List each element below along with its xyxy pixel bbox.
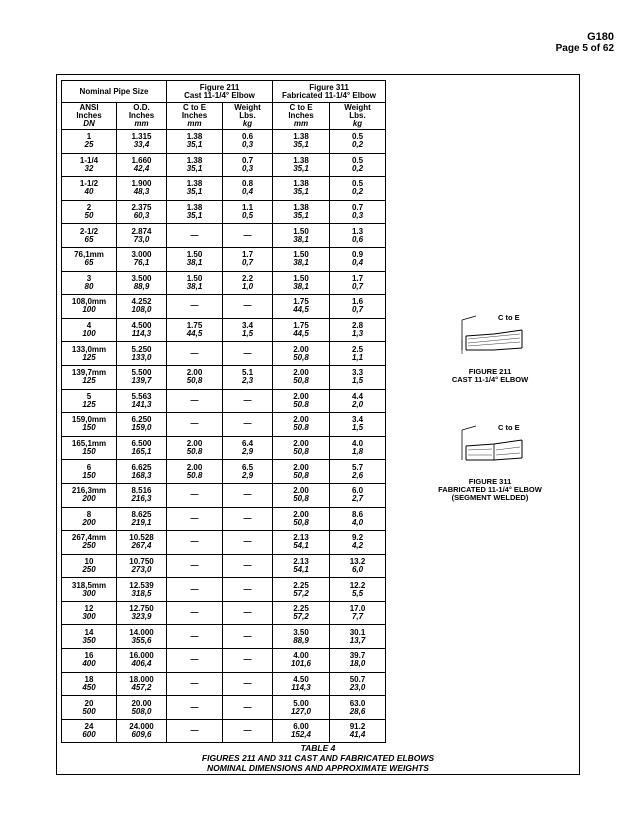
table-cell: 2.00 50.8 — [273, 413, 330, 437]
table-cell: — — [223, 531, 273, 555]
table-cell: 12 300 — [62, 601, 117, 625]
table-cell: 0.5 0,2 — [330, 130, 386, 154]
table-cell: 1.7 0,7 — [330, 271, 386, 295]
table-cell: 8.625 219,1 — [117, 507, 167, 531]
table-cell: 18 450 — [62, 672, 117, 696]
table-cell: 5 125 — [62, 389, 117, 413]
table-cell: — — [167, 554, 223, 578]
table-cell: 1-1/4 32 — [62, 153, 117, 177]
table-cell: — — [167, 507, 223, 531]
table-cell: 1.50 38,1 — [167, 271, 223, 295]
table-cell: 3.500 88,9 — [117, 271, 167, 295]
table-cell: 14.000 355,6 — [117, 625, 167, 649]
table-cell: — — [223, 342, 273, 366]
table-cell: 1.75 44,5 — [167, 318, 223, 342]
table-cell: 16 400 — [62, 649, 117, 673]
table-cell: 159,0mm 150 — [62, 413, 117, 437]
table-cell: — — [223, 719, 273, 743]
column-header: C to E Inches mm — [273, 103, 330, 130]
table-cell: 76,1mm 65 — [62, 247, 117, 271]
table-row — [62, 224, 386, 248]
table-cell: 3.50 88,9 — [273, 625, 330, 649]
table-cell: 6.5 2,9 — [223, 460, 273, 484]
table-row — [62, 318, 386, 342]
table-cell: 10.750 273,0 — [117, 554, 167, 578]
table-cell: 2.00 50,8 — [273, 342, 330, 366]
table-cell: 10 250 — [62, 554, 117, 578]
table-cell: 12.2 5,5 — [330, 578, 386, 602]
table-cell: 3.3 1,5 — [330, 365, 386, 389]
table-cell: 2.00 50,8 — [273, 365, 330, 389]
table-row — [62, 460, 386, 484]
table-cell: 0.5 0,2 — [330, 177, 386, 201]
table-cell: 8 200 — [62, 507, 117, 531]
table-cell: 9.2 4,2 — [330, 531, 386, 555]
table-cell: — — [167, 224, 223, 248]
table-cell: — — [167, 672, 223, 696]
table-cell: 18.000 457,2 — [117, 672, 167, 696]
table-cell: 4.252 108,0 — [117, 295, 167, 319]
table-cell: — — [223, 389, 273, 413]
table-cell: 4 100 — [62, 318, 117, 342]
table-cell: 1.315 33,4 — [117, 130, 167, 154]
table-cell: — — [167, 295, 223, 319]
table-cell: — — [223, 649, 273, 673]
table-cell: — — [167, 342, 223, 366]
table-cell: 108,0mm 100 — [62, 295, 117, 319]
table-row — [62, 342, 386, 366]
table-cell: 6.625 168,3 — [117, 460, 167, 484]
table-row — [62, 507, 386, 531]
table-cell: 2.13 54,1 — [273, 531, 330, 555]
table-cell: 1.6 0,7 — [330, 295, 386, 319]
table-row — [62, 436, 386, 460]
table-cell: 30.1 13,7 — [330, 625, 386, 649]
table-row — [62, 554, 386, 578]
table-cell: 216,3mm 200 — [62, 483, 117, 507]
table-row — [62, 672, 386, 696]
table-cell: — — [223, 672, 273, 696]
table-row — [62, 295, 386, 319]
table-cell: 1.660 42,4 — [117, 153, 167, 177]
table-cell: — — [167, 601, 223, 625]
table-cell: 17.0 7,7 — [330, 601, 386, 625]
table-cell: 3.4 1,5 — [330, 413, 386, 437]
table-row — [62, 696, 386, 720]
table-cell: 2.00 50.8 — [273, 389, 330, 413]
table-cell: 2.8 1,3 — [330, 318, 386, 342]
table-cell: 2.00 50,8 — [273, 436, 330, 460]
table-cell: 267,4mm 250 — [62, 531, 117, 555]
table-cell: 39.7 18,0 — [330, 649, 386, 673]
table-cell: — — [167, 531, 223, 555]
table-cell: 6 150 — [62, 460, 117, 484]
table-cell: 1.38 35,1 — [167, 177, 223, 201]
dimensions-table — [61, 80, 386, 743]
table-row — [62, 719, 386, 743]
table-row — [62, 483, 386, 507]
table-cell: — — [167, 413, 223, 437]
column-header: Weight Lbs. kg — [330, 103, 386, 130]
table-cell: 2.25 57,2 — [273, 601, 330, 625]
table-cell: — — [223, 696, 273, 720]
table-cell: 24.000 609,6 — [117, 719, 167, 743]
table-cell: 1.38 35,1 — [167, 130, 223, 154]
group-header-nominal-pipe-size: Nominal Pipe Size — [62, 81, 167, 103]
table-cell: 139,7mm 125 — [62, 365, 117, 389]
table-cell: — — [167, 719, 223, 743]
table-cell: 1.38 35,1 — [167, 153, 223, 177]
page-header — [556, 32, 614, 54]
table-row — [62, 200, 386, 224]
table-cell: 6.250 159,0 — [117, 413, 167, 437]
table-cell: 1.50 38,1 — [273, 271, 330, 295]
table-row — [62, 365, 386, 389]
table-cell: 2.375 60,3 — [117, 200, 167, 224]
table-cell: 2.00 50,8 — [167, 365, 223, 389]
figure-311-caption: FIGURE 311 FABRICATED 11-1/4° ELBOW (SEGMENT WELDED) — [438, 477, 542, 502]
table-row — [62, 413, 386, 437]
table-row — [62, 177, 386, 201]
table-cell: 5.1 2,3 — [223, 365, 273, 389]
table-cell: — — [223, 601, 273, 625]
table-cell: — — [223, 413, 273, 437]
figure-311 — [405, 420, 575, 502]
table-cell: 1.75 44,5 — [273, 295, 330, 319]
table-cell: 0.7 0,3 — [223, 153, 273, 177]
table-cell: 3 80 — [62, 271, 117, 295]
column-header: Weight Lbs. kg — [223, 103, 273, 130]
table-cell: 20.00 508,0 — [117, 696, 167, 720]
table-cell: 6.500 165,1 — [117, 436, 167, 460]
table-cell: 5.7 2,6 — [330, 460, 386, 484]
table-cell: 10.528 267,4 — [117, 531, 167, 555]
figure-211-dimension-label: C to E — [498, 313, 520, 322]
table-cell: 6.0 2,7 — [330, 483, 386, 507]
table-cell: 1.38 35,1 — [273, 177, 330, 201]
table-row — [62, 601, 386, 625]
table-cell: 91.2 41,4 — [330, 719, 386, 743]
table-cell: 2.00 50,8 — [273, 483, 330, 507]
table-cell: 63.0 28,6 — [330, 696, 386, 720]
figure-311-dimension-label: C to E — [498, 423, 520, 432]
table-cell: — — [223, 483, 273, 507]
table-cell: 4.500 114,3 — [117, 318, 167, 342]
table-cell: — — [167, 649, 223, 673]
page-number: Page 5 of 62 — [555, 43, 614, 54]
table-cell: 2-1/2 65 — [62, 224, 117, 248]
table-caption — [56, 743, 580, 773]
table-cell: 1.50 38,1 — [273, 247, 330, 271]
table-cell: 3.000 76,1 — [117, 247, 167, 271]
table-cell: — — [223, 224, 273, 248]
table-cell: — — [223, 507, 273, 531]
table-cell: 24 600 — [62, 719, 117, 743]
table-cell: 14 350 — [62, 625, 117, 649]
table-cell: 2.00 50,8 — [273, 507, 330, 531]
table-cell: — — [167, 578, 223, 602]
table-cell: 6.4 2,9 — [223, 436, 273, 460]
table-cell: 13.2 6,0 — [330, 554, 386, 578]
table-caption-title: FIGURES 211 AND 311 CAST AND FABRICATED ELBOWS — [201, 753, 435, 763]
table-cell: 1-1/2 40 — [62, 177, 117, 201]
table-cell: 1.50 38,1 — [167, 247, 223, 271]
table-caption-number: TABLE 4 — [300, 743, 336, 753]
table-cell: — — [167, 696, 223, 720]
document-code: G180 — [587, 31, 614, 43]
table-cell: 0.5 0,2 — [330, 153, 386, 177]
table-row — [62, 389, 386, 413]
table-cell: 50.7 23,0 — [330, 672, 386, 696]
table-cell: — — [167, 625, 223, 649]
table-cell: 3.4 1,5 — [223, 318, 273, 342]
table-cell: 1.38 35,1 — [273, 200, 330, 224]
table-cell: 0.6 0,3 — [223, 130, 273, 154]
table-row — [62, 649, 386, 673]
table-cell: 8.6 4,0 — [330, 507, 386, 531]
table-cell: — — [167, 483, 223, 507]
table-cell: 5.563 141,3 — [117, 389, 167, 413]
table-cell: 4.50 114,3 — [273, 672, 330, 696]
column-header: ANSI Inches DN — [62, 103, 117, 130]
table-cell: 5.500 139,7 — [117, 365, 167, 389]
table-cell: 4.4 2,0 — [330, 389, 386, 413]
column-header: O.D. Inches mm — [117, 103, 167, 130]
table-row — [62, 247, 386, 271]
table-cell: 2.5 1,1 — [330, 342, 386, 366]
table-cell: 4.00 101,6 — [273, 649, 330, 673]
table-cell: 133,0mm 125 — [62, 342, 117, 366]
table-row — [62, 153, 386, 177]
table-cell: 2.00 50.8 — [167, 460, 223, 484]
table-cell: — — [223, 295, 273, 319]
table-row — [62, 130, 386, 154]
table-row — [62, 625, 386, 649]
table-cell: 1.38 35,1 — [273, 130, 330, 154]
table-cell: — — [223, 554, 273, 578]
table-cell: 1.1 0,5 — [223, 200, 273, 224]
table-cell: 5.00 127,0 — [273, 696, 330, 720]
figure-211 — [405, 310, 575, 384]
table-cell: 2 50 — [62, 200, 117, 224]
table-cell: 2.00 50.8 — [167, 436, 223, 460]
table-cell: 6.00 152,4 — [273, 719, 330, 743]
table-cell: 1.75 44,5 — [273, 318, 330, 342]
table-cell: 1.7 0,7 — [223, 247, 273, 271]
table-cell: 2.13 54,1 — [273, 554, 330, 578]
table-cell: 1.38 35,1 — [167, 200, 223, 224]
table-cell: — — [223, 625, 273, 649]
table-cell: 1.900 48,3 — [117, 177, 167, 201]
table-caption-subtitle: NOMINAL DIMENSIONS AND APPROXIMATE WEIGHTS — [207, 763, 429, 773]
figure-211-caption: FIGURE 211 CAST 11-1/4° ELBOW — [451, 367, 529, 384]
group-header-figure-311: Figure 311 Fabricated 11-1/4° Elbow — [273, 81, 386, 103]
table-cell: 2.2 1,0 — [223, 271, 273, 295]
table-cell: 1.3 0,6 — [330, 224, 386, 248]
table-cell: 16.000 406,4 — [117, 649, 167, 673]
table-row — [62, 271, 386, 295]
table-cell: 2.25 57,2 — [273, 578, 330, 602]
table-cell: 12.750 323,9 — [117, 601, 167, 625]
group-header-figure-211: Figure 211 Cast 11-1/4° Elbow — [167, 81, 273, 103]
table-cell: — — [223, 578, 273, 602]
table-cell: 1.38 35,1 — [273, 153, 330, 177]
table-cell: 0.9 0,4 — [330, 247, 386, 271]
table-cell: 318,5mm 300 — [62, 578, 117, 602]
table-cell: 12.539 318,5 — [117, 578, 167, 602]
table-cell: 20 500 — [62, 696, 117, 720]
table-cell: 165,1mm 150 — [62, 436, 117, 460]
table-cell: 2.00 50,8 — [273, 460, 330, 484]
table-cell: 1 25 — [62, 130, 117, 154]
table-cell: 0.7 0,3 — [330, 200, 386, 224]
table-cell: 0.8 0,4 — [223, 177, 273, 201]
table-cell: 4.0 1,8 — [330, 436, 386, 460]
table-row — [62, 531, 386, 555]
table-cell: 8.516 216,3 — [117, 483, 167, 507]
table-row — [62, 578, 386, 602]
table-cell: 2.874 73,0 — [117, 224, 167, 248]
table-cell: 5.250 133,0 — [117, 342, 167, 366]
table-cell: — — [167, 389, 223, 413]
column-header: C to E Inches mm — [167, 103, 223, 130]
table-cell: 1.50 38,1 — [273, 224, 330, 248]
